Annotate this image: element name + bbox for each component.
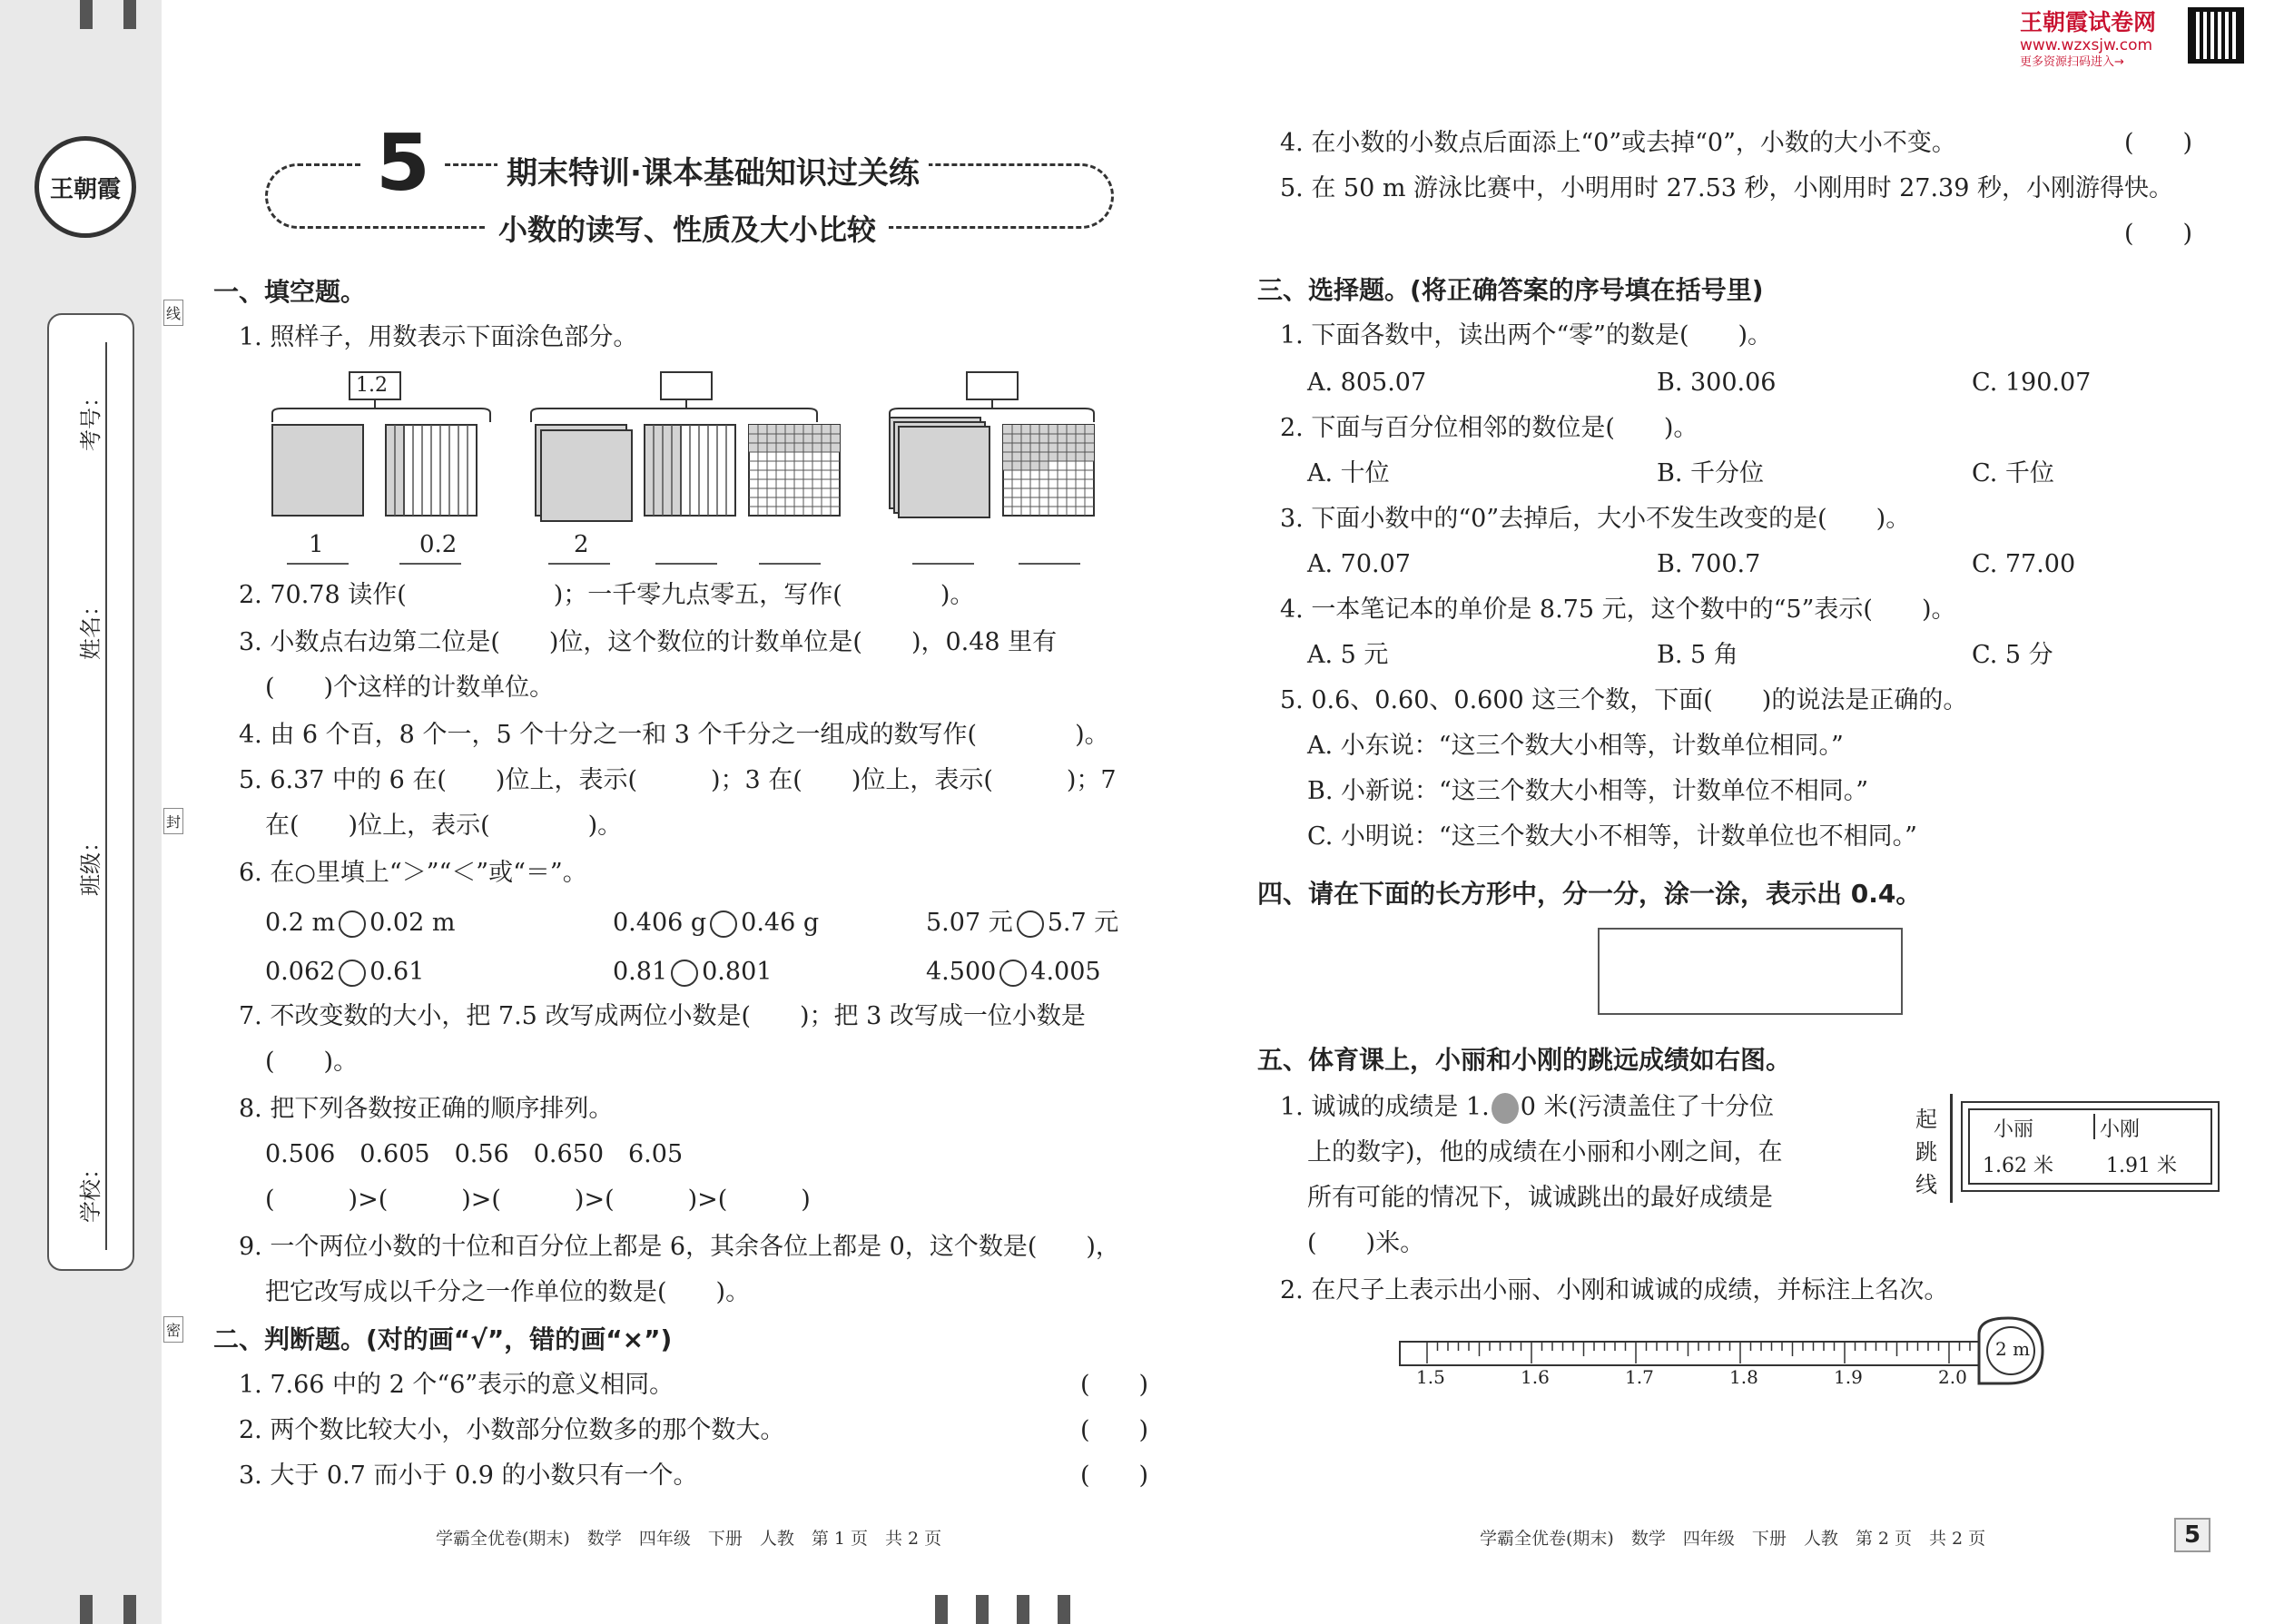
brand-logo <box>34 136 136 238</box>
score-table <box>1961 1101 2220 1192</box>
judge-5: 5. 在 50 m 游泳比赛中，小明用时 27.53 秒，小刚用时 27.39 秒，小刚游得快。 <box>1280 174 2173 202</box>
choice-4[interactable]: 4. 一本笔记本的单价是 8.75 元，这个数中的“5”表示( )。 <box>1280 595 1956 624</box>
answer-blank <box>287 563 349 565</box>
ruler-tick-label: 1.8 <box>1729 1366 1758 1388</box>
question-2[interactable]: 2. 70.78 读作( )；一千零九点零五，写作( )。 <box>239 581 975 609</box>
choice-5-option-a[interactable]: A. 小东说：“这三个数大小相等，计数单位相同。” <box>1307 732 1844 760</box>
page-subtitle: 小数的读写、性质及大小比较 <box>486 207 889 249</box>
registration-mark <box>935 1595 948 1624</box>
section-judge-title: 二、判断题。(对的画“√”，错的画“×”) <box>213 1324 673 1354</box>
registration-mark <box>1058 1595 1070 1624</box>
page-title: 期末特训·课本基础知识过关练 <box>497 148 929 192</box>
section-shade-title: 四、请在下面的长方形中，分一分，涂一涂，表示出 0.4。 <box>1257 879 1922 909</box>
school-field[interactable]: 学校： <box>78 1157 103 1223</box>
choice-1-option-a[interactable]: A. 805.07 <box>1307 369 1427 397</box>
judge-5-answer[interactable]: ( ) <box>2124 220 2193 248</box>
compare-item[interactable]: 0.2 m 0.02 m <box>265 909 456 937</box>
judge-4-answer[interactable]: ( ) <box>2124 129 2193 157</box>
problem-1-line3: 所有可能的情况下，诚诚跳出的最好成绩是 <box>1307 1184 1773 1212</box>
takeoff-line-label: 起 跳 线 <box>1915 1107 1937 1197</box>
question-9-line2[interactable]: 把它改写成以千分之一作单位的数是( )。 <box>265 1278 751 1306</box>
question-3-line2[interactable]: ( )个这样的计数单位。 <box>265 674 555 702</box>
problem-2: 2. 在尺子上表示出小丽、小刚和诚诚的成绩，并标注上名次。 <box>1280 1276 1949 1304</box>
score-value-li: 1.62 米 <box>1983 1155 2053 1177</box>
example-part-1: 1 <box>309 531 324 558</box>
header-number: 5 <box>363 118 443 209</box>
choice-3-option-b[interactable]: B. 700.7 <box>1657 550 1761 578</box>
question-5-line2[interactable]: 在( )位上，表示( )。 <box>265 812 623 840</box>
ruler-tick-label: 2.0 <box>1938 1366 1967 1388</box>
compare-circle-icon[interactable] <box>339 960 366 987</box>
choice-3-option-c[interactable]: C. 77.00 <box>1972 550 2076 578</box>
decimal-grid-figures <box>263 363 1126 572</box>
watermark-url: www.wzxsjw.com <box>2020 36 2153 54</box>
divider <box>2093 1114 2095 1139</box>
question-8-numbers: 0.506 0.605 0.56 0.650 6.05 <box>265 1140 684 1168</box>
judge-4: 4. 在小数的小数点后面添上“0”或去掉“0”，小数的大小不变。 <box>1280 129 1956 157</box>
judge-3-answer[interactable]: ( ) <box>1080 1462 1149 1490</box>
choice-1-option-c[interactable]: C. 190.07 <box>1972 369 2092 397</box>
registration-mark <box>1017 1595 1029 1624</box>
registration-mark <box>123 0 136 29</box>
question-9-line1[interactable]: 9. 一个两位小数的十位和百分位上都是 6，其余各位上都是 0，这个数是( )， <box>239 1233 1120 1261</box>
takeoff-line <box>1950 1094 1953 1203</box>
section-choice-title: 三、选择题。(将正确答案的序号填在括号里) <box>1257 275 1764 305</box>
problem-1-line4[interactable]: ( )米。 <box>1307 1229 1425 1257</box>
choice-3-option-a[interactable]: A. 70.07 <box>1307 550 1411 578</box>
example-part-2: 0.2 <box>419 531 458 558</box>
footer-left: 学霸全优卷(期末) 数学 四年级 下册 人教 第 1 页 共 2 页 <box>436 1529 942 1549</box>
student-info-box <box>47 313 134 1271</box>
question-6: 6. 在○里填上“＞”“＜”或“＝”。 <box>239 859 587 887</box>
ruler-tick-label: 1.7 <box>1625 1366 1654 1388</box>
registration-mark <box>80 1595 93 1624</box>
compare-item[interactable]: 0.062 0.61 <box>265 958 425 986</box>
answer-blank[interactable] <box>912 563 974 565</box>
problem-1-line1: 1. 诚诚的成绩是 1. 0 米(污渍盖住了十分位 <box>1280 1089 1774 1126</box>
seal-mark: 封 <box>163 808 183 834</box>
answer-blank[interactable] <box>759 563 821 565</box>
question-7-line2[interactable]: ( )。 <box>265 1048 359 1076</box>
judge-3: 3. 大于 0.7 而小于 0.9 的小数只有一个。 <box>239 1462 698 1490</box>
score-value-gang: 1.91 米 <box>2106 1155 2177 1177</box>
judge-1: 1. 7.66 中的 2 个“6”表示的意义相同。 <box>239 1371 674 1399</box>
question-8: 8. 把下列各数按正确的顺序排列。 <box>239 1095 614 1123</box>
compare-circle-icon[interactable] <box>710 910 737 938</box>
compare-item[interactable]: 0.406 g 0.46 g <box>613 909 820 937</box>
ruler-tick-label: 1.6 <box>1521 1366 1550 1388</box>
stain-icon <box>1492 1093 1519 1124</box>
ruler-tick-label: 1.5 <box>1416 1366 1445 1388</box>
class-field[interactable]: 班级： <box>78 831 103 896</box>
question-5-line1[interactable]: 5. 6.37 中的 6 在( )位上，表示( )；3 在( )位上，表示( )；7 <box>239 766 1117 794</box>
compare-circle-icon[interactable] <box>999 960 1027 987</box>
choice-5-option-b[interactable]: B. 小新说：“这三个数大小相等，计数单位不相同。” <box>1307 777 1869 805</box>
question-4[interactable]: 4. 由 6 个百，8 个一，5 个十分之一和 3 个千分之一组成的数写作( )。 <box>239 721 1109 749</box>
watermark <box>2020 9 2156 71</box>
seal-mark: 密 <box>163 1316 183 1343</box>
choice-4-option-c[interactable]: C. 5 分 <box>1972 641 2053 669</box>
choice-3[interactable]: 3. 下面小数中的“0”去掉后，大小不发生改变的是( )。 <box>1280 505 1911 533</box>
score-name-gang: 小刚 <box>2100 1118 2141 1141</box>
choice-2-option-a[interactable]: A. 十位 <box>1307 459 1390 487</box>
question-1: 1. 照样子，用数表示下面涂色部分。 <box>239 323 638 351</box>
score-name-li: 小丽 <box>1994 1118 2034 1141</box>
field-line <box>105 342 107 1250</box>
compare-circle-icon[interactable] <box>339 910 366 938</box>
qr-code-icon <box>2188 7 2244 64</box>
group2-first-answer: 2 <box>574 531 589 558</box>
question-7-line1[interactable]: 7. 不改变数的大小，把 7.5 改写成两位小数是( )；把 3 改写成一位小数是 <box>239 1002 1086 1030</box>
problem-1-line2: 上的数字)，他的成绩在小丽和小刚之间，在 <box>1307 1138 1783 1166</box>
registration-mark <box>976 1595 989 1624</box>
judge-2: 2. 两个数比较大小，小数部分位数多的那个数大。 <box>239 1416 785 1444</box>
logo-text: 王朝霞 <box>49 175 121 203</box>
shading-rectangle[interactable] <box>1598 928 1903 1015</box>
watermark-title: 王朝霞试卷网 <box>2020 9 2157 35</box>
watermark-sub: 更多资源扫码进入→ <box>2020 55 2124 69</box>
answer-blank[interactable] <box>1019 563 1080 565</box>
question-8-order[interactable]: ( )>( )>( )>( )>( ) <box>265 1186 811 1214</box>
choice-5[interactable]: 5. 0.6、0.60、0.600 这三个数，下面( )的说法是正确的。 <box>1280 686 1968 714</box>
registration-mark <box>80 0 93 29</box>
answer-blank <box>399 563 461 565</box>
answer-blank <box>548 563 610 565</box>
page-number: 5 <box>2174 1518 2210 1552</box>
compare-circle-icon[interactable] <box>1017 910 1044 938</box>
name-field[interactable]: 姓名： <box>78 595 103 660</box>
compare-item[interactable]: 0.81 0.801 <box>613 958 773 986</box>
footer-right: 学霸全优卷(期末) 数学 四年级 下册 人教 第 2 页 共 2 页 <box>1480 1529 1986 1549</box>
example-total-label: 1.2 <box>356 374 388 397</box>
choice-2[interactable]: 2. 下面与百分位相邻的数位是( )。 <box>1280 414 1698 442</box>
ruler-end-label: 2 m <box>1995 1338 2031 1360</box>
judge-1-answer[interactable]: ( ) <box>1080 1371 1149 1399</box>
question-3-line1[interactable]: 3. 小数点右边第二位是( )位，这个数位的计数单位是( )，0.48 里有 <box>239 628 1058 656</box>
choice-1-option-b[interactable]: B. 300.06 <box>1657 369 1777 397</box>
measuring-ruler[interactable] <box>1398 1314 2070 1405</box>
registration-mark <box>123 1595 136 1624</box>
answer-blank[interactable] <box>655 563 717 565</box>
choice-1[interactable]: 1. 下面各数中，读出两个“零”的数是( )。 <box>1280 321 1773 349</box>
seal-mark: 线 <box>163 300 183 326</box>
choice-2-option-c[interactable]: C. 千位 <box>1972 459 2054 487</box>
choice-5-option-c[interactable]: C. 小明说：“这三个数大小不相等，计数单位也不相同。” <box>1307 822 1917 851</box>
compare-circle-icon[interactable] <box>671 960 698 987</box>
judge-2-answer[interactable]: ( ) <box>1080 1416 1149 1444</box>
ruler-tick-label: 1.9 <box>1834 1366 1863 1388</box>
exam-number-field[interactable]: 考号： <box>78 386 103 451</box>
choice-4-option-a[interactable]: A. 5 元 <box>1307 641 1389 669</box>
choice-2-option-b[interactable]: B. 千分位 <box>1657 459 1765 487</box>
section-fill-in-title: 一、填空题。 <box>213 277 367 307</box>
choice-4-option-b[interactable]: B. 5 角 <box>1657 641 1738 669</box>
section-jump-title: 五、体育课上，小丽和小刚的跳远成绩如右图。 <box>1257 1045 1792 1075</box>
compare-item[interactable]: 5.07 元 5.7 元 <box>926 909 1119 937</box>
compare-item[interactable]: 4.500 4.005 <box>926 958 1101 986</box>
